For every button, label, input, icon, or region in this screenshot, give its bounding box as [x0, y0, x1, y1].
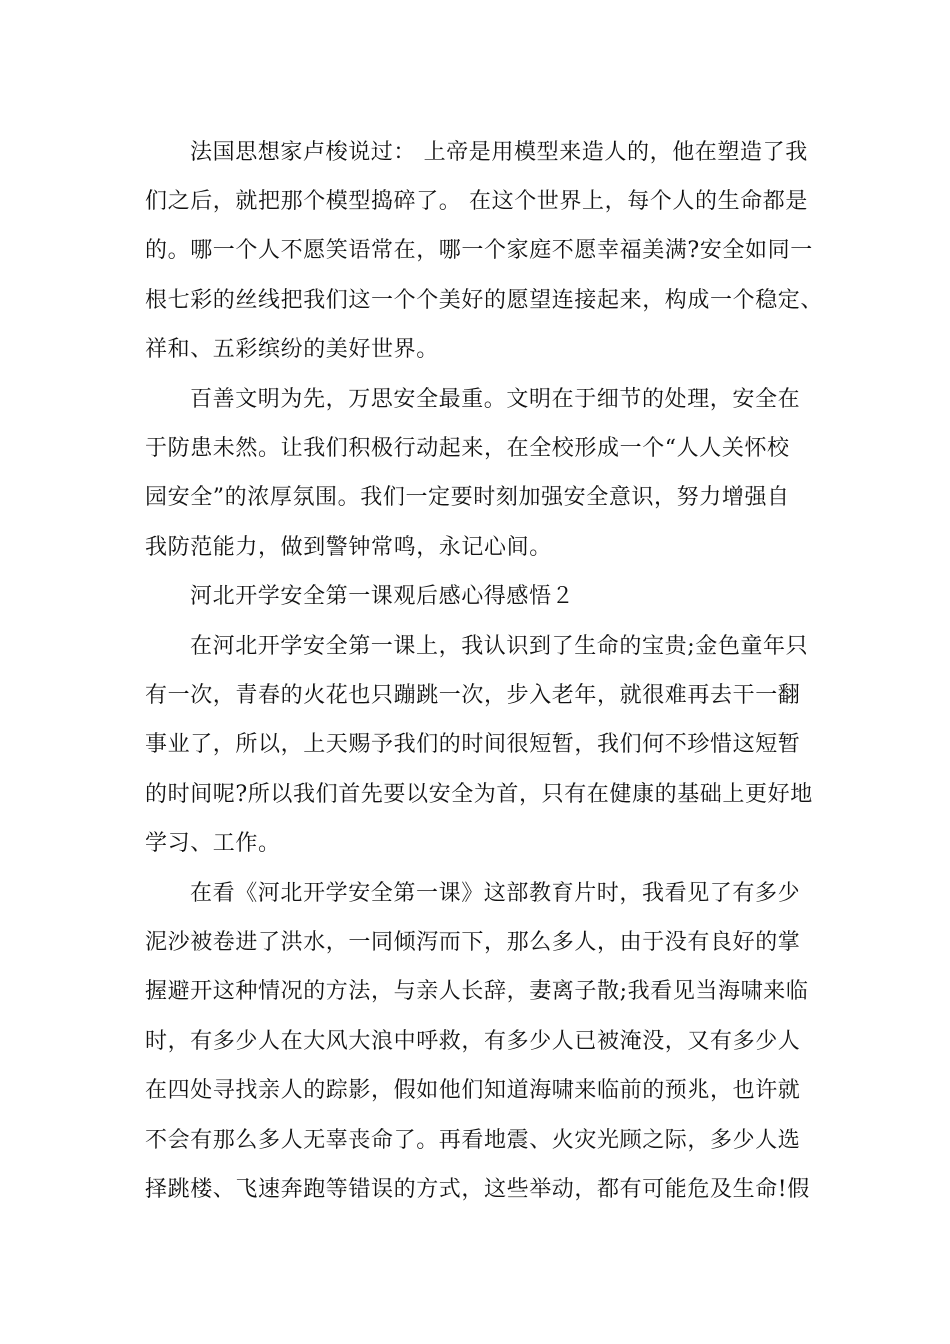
paragraph-line: 我防范能力，做到警钟常鸣，永记心间。: [145, 535, 552, 560]
paragraph-line: 的。哪一个人不愿笑语常在，哪一个家庭不愿幸福美满?安全如同一: [145, 238, 813, 263]
paragraph-line: 时，有多少人在大风大浪中呼救，有多少人已被淹没，又有多少人: [145, 1029, 801, 1054]
section-heading: 河北开学安全第一课观后感心得感悟２: [190, 584, 575, 609]
paragraph-line: 的时间呢?所以我们首先要以安全为首，只有在健康的基础上更好地: [145, 782, 813, 807]
paragraph-line: 事业了，所以，上天赐予我们的时间很短暂，我们何不珍惜这短暂: [145, 732, 801, 757]
paragraph-line: 百善文明为先，万思安全最重。文明在于细节的处理，安全在: [190, 387, 801, 412]
paragraph-line: 在河北开学安全第一课上，我认识到了生命的宝贵;金色童年只: [190, 634, 809, 659]
paragraph-line: 法国思想家卢梭说过： 上帝是用模型来造人的，他在塑造了我: [190, 140, 808, 165]
paragraph-line: 在看《河北开学安全第一课》这部教育片时，我看见了有多少: [190, 881, 801, 906]
paragraph-line: 择跳楼、飞速奔跑等错误的方式，这些举动，都有可能危及生命!假: [145, 1177, 810, 1202]
paragraph-line: 祥和、五彩缤纷的美好世界。: [145, 337, 439, 362]
paragraph-line: 园安全”的浓厚氛围。我们一定要时刻加强安全意识，努力增强自: [145, 485, 790, 510]
paragraph-line: 们之后，就把那个模型捣碎了。 在这个世界上，每个人的生命都是: [145, 189, 808, 214]
paragraph-line: 于防患未然。让我们积极行动起来，在全校形成一个“人人关怀校: [145, 436, 790, 461]
paragraph-line: 握避开这种情况的方法，与亲人长辞，妻离子散;我看见当海啸来临: [145, 979, 809, 1004]
paragraph-line: 学习、工作。: [145, 831, 281, 856]
paragraph-line: 不会有那么多人无辜丧命了。再看地震、火灾光顾之际，多少人选: [145, 1128, 801, 1153]
paragraph-line: 在四处寻找亲人的踪影，假如他们知道海啸来临前的预兆，也许就: [145, 1078, 801, 1103]
paragraph-line: 有一次，青春的火花也只蹦跳一次，步入老年，就很难再去干一翻: [145, 683, 801, 708]
paragraph-line: 根七彩的丝线把我们这一个个美好的愿望连接起来，构成一个稳定、: [145, 288, 824, 313]
paragraph-line: 泥沙被卷进了洪水，一同倾泻而下，那么多人，由于没有良好的掌: [145, 930, 801, 955]
